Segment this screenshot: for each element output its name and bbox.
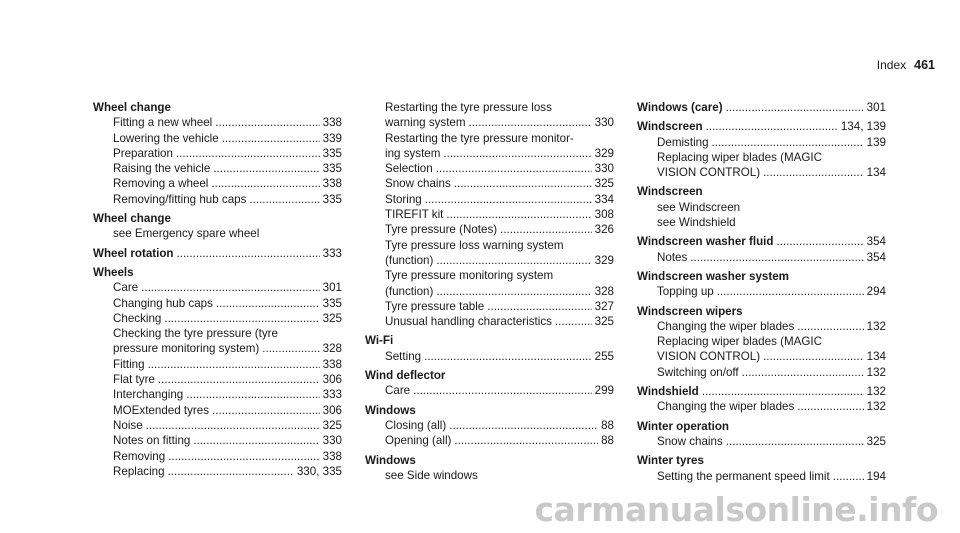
index-entry <box>365 100 614 329</box>
subentry-text: Notes <box>657 250 688 264</box>
entry-heading: Windows <box>365 403 416 417</box>
leader-dots <box>500 222 592 237</box>
subentry-text-line: Restarting the tyre pressure monitor- <box>385 131 574 145</box>
index-column-1 <box>93 100 342 483</box>
page-ref[interactable]: 333 <box>322 246 342 260</box>
leader-dots <box>712 135 864 150</box>
subentry-text: Raising the vehicle <box>113 162 211 176</box>
page-ref[interactable]: 301 <box>322 281 342 295</box>
subentry-text: Lowering the vehicle <box>113 131 219 145</box>
page-ref[interactable]: 325 <box>594 177 614 191</box>
leader-dots <box>193 433 319 448</box>
page-ref[interactable]: 132 <box>866 365 886 379</box>
subentry-row <box>365 192 614 207</box>
subentry-text: MOExtended tyres <box>113 403 210 417</box>
page-ref[interactable]: 132 <box>866 385 886 399</box>
page-ref[interactable]: 338 <box>322 357 342 371</box>
page-ref[interactable]: 327 <box>594 299 614 313</box>
leader-dots <box>176 146 320 161</box>
leader-dots <box>443 146 591 161</box>
entry-heading-row <box>93 246 342 261</box>
page-ref[interactable]: 325 <box>322 418 342 432</box>
subentry-text: Removing a wheel <box>113 177 209 191</box>
subentry-row <box>637 399 886 414</box>
page-ref[interactable]: 134, 139 <box>840 120 886 134</box>
subentry-text: Care <box>385 384 411 398</box>
subentry-row <box>365 314 614 329</box>
subentry-text: Storing <box>385 192 422 206</box>
entry-heading: Wheel change <box>93 212 171 226</box>
subentry-row <box>93 372 342 387</box>
page-ref[interactable]: 335 <box>322 146 342 160</box>
subentry-row <box>93 176 342 191</box>
subentry-text: Removing <box>113 449 166 463</box>
subentry-row <box>365 349 614 364</box>
leader-dots <box>158 372 320 387</box>
page-ref[interactable]: 338 <box>322 177 342 191</box>
leader-dots <box>690 250 863 265</box>
subentry-text: Snow chains <box>385 177 451 191</box>
entry-heading: Wheel change <box>93 101 171 114</box>
leader-dots <box>148 357 320 372</box>
page-ref[interactable]: 339 <box>322 131 342 145</box>
subentry-text-line: Tyre pressure monitoring system <box>385 269 554 283</box>
leader-dots <box>413 383 592 398</box>
subentry-row <box>93 280 342 295</box>
leader-dots <box>555 314 592 329</box>
index-entry <box>637 453 886 484</box>
leader-dots <box>249 192 319 207</box>
subentry-row <box>93 403 342 418</box>
subentry-text-line: Replacing wiper blades (MAGIC <box>657 335 822 349</box>
subentry-row <box>637 250 886 265</box>
subentry-text: Preparation <box>113 146 173 160</box>
subentry-text: Notes on fitting <box>113 434 191 448</box>
page-ref[interactable]: 328 <box>322 342 342 356</box>
index-column-3 <box>637 100 886 488</box>
entry-heading: Wheels <box>93 265 134 279</box>
subentry-text: warning system <box>385 116 466 130</box>
page-ref[interactable]: 354 <box>866 250 886 264</box>
leader-dots <box>425 192 592 207</box>
index-entry <box>365 453 614 484</box>
leader-dots <box>763 165 864 180</box>
page-ref[interactable]: 335 <box>322 192 342 206</box>
entry-heading: Wi-Fi <box>365 334 394 348</box>
entry-heading-row <box>637 234 886 249</box>
subentry-text: Fitting a new wheel <box>113 116 213 130</box>
index-entry <box>637 184 886 230</box>
entry-heading: Wheel rotation <box>93 246 174 260</box>
subentry-text: Tyre pressure table <box>385 299 485 313</box>
index-entry <box>637 269 886 300</box>
subentry-row <box>637 434 886 449</box>
index-entry <box>93 246 342 261</box>
page-ref[interactable]: 306 <box>322 403 342 417</box>
subentry-row <box>93 131 342 146</box>
page-ref[interactable]: 334 <box>594 192 614 206</box>
subentry-text: Changing hub caps <box>113 296 213 310</box>
subentry-row <box>637 284 886 299</box>
page-ref[interactable]: 329 <box>594 253 614 267</box>
index-entry <box>637 304 886 380</box>
entry-heading: Windows (care) <box>637 101 723 114</box>
index-entry <box>637 100 886 115</box>
entry-heading: Winter tyres <box>637 454 704 468</box>
page-ref[interactable]: 134 <box>866 166 886 180</box>
index-entry <box>93 211 342 242</box>
subentry-text: see Windshield <box>657 216 736 230</box>
watermark: carmanualsonline.info <box>534 490 938 529</box>
subentry-row <box>93 449 342 464</box>
subentry-text: pressure monitoring system) <box>113 342 260 356</box>
leader-dots <box>436 284 591 299</box>
page-ref[interactable]: 194 <box>866 469 886 483</box>
index-entry <box>93 265 342 479</box>
index-label: Index <box>876 58 907 72</box>
page-ref[interactable]: 354 <box>866 235 886 249</box>
subentry-row <box>93 296 342 311</box>
subentry-row <box>365 253 614 268</box>
subentry-row <box>365 207 614 222</box>
index-entry <box>93 100 342 207</box>
leader-dots <box>726 100 864 115</box>
leader-dots <box>454 176 592 191</box>
subentry-row <box>93 146 342 161</box>
subentry-text: VISION CONTROL) <box>657 166 761 180</box>
subentry-text: Interchanging <box>113 388 184 402</box>
subentry-row <box>93 418 342 433</box>
subentry-text: (function) <box>385 253 434 267</box>
subentry-row <box>93 161 342 176</box>
subentry-text: Replacing <box>113 464 165 478</box>
index-entry <box>637 419 886 450</box>
entry-heading: Windshield <box>637 385 699 399</box>
entry-heading: Windscreen wipers <box>637 304 743 318</box>
subentry-row <box>93 464 342 479</box>
subentry-row <box>365 115 614 130</box>
page-ref[interactable]: 255 <box>594 349 614 363</box>
page-ref[interactable]: 329 <box>594 146 614 160</box>
entry-heading-row <box>637 119 886 134</box>
subentry-row <box>93 311 342 326</box>
page-ref[interactable]: 330 <box>594 116 614 130</box>
subentry-text-line: Replacing wiper blades (MAGIC <box>657 150 822 164</box>
page-ref[interactable]: 325 <box>866 434 886 448</box>
subentry-row <box>365 284 614 299</box>
leader-dots <box>742 365 864 380</box>
leader-dots <box>702 384 864 399</box>
page-ref[interactable]: 325 <box>594 315 614 329</box>
leader-dots <box>436 253 591 268</box>
subentry-text: Changing the wiper blades <box>657 400 795 414</box>
subentry-text: ing system <box>385 146 441 160</box>
subentry-row <box>365 161 614 176</box>
subentry-text: Snow chains <box>657 434 723 448</box>
subentry-row <box>93 433 342 448</box>
subentry-text: see Side windows <box>385 468 478 482</box>
leader-dots <box>449 418 598 433</box>
subentry-text: Demisting <box>657 135 709 149</box>
index-entry <box>637 384 886 415</box>
page-ref[interactable]: 301 <box>866 101 886 114</box>
leader-dots <box>262 341 319 356</box>
entry-heading: Wind deflector <box>365 369 446 383</box>
subentry-text: Unusual handling characteristics <box>385 315 552 329</box>
subentry-row <box>93 115 342 130</box>
leader-dots <box>177 246 320 261</box>
leader-dots <box>436 161 592 176</box>
subentry-row <box>365 433 614 448</box>
subentry-row <box>93 387 342 402</box>
subentry-text: Changing the wiper blades <box>657 319 795 333</box>
leader-dots <box>164 311 319 326</box>
page-ref[interactable]: 335 <box>322 296 342 310</box>
leader-dots <box>446 207 591 222</box>
subentry-text: Topping up <box>657 285 714 299</box>
entry-heading: Windows <box>365 453 416 467</box>
page-ref[interactable]: 299 <box>594 384 614 398</box>
page-ref[interactable]: 328 <box>594 284 614 298</box>
page-ref[interactable]: 139 <box>866 135 886 149</box>
subentry-text: Noise <box>113 418 143 432</box>
leader-dots <box>797 399 863 414</box>
subentry-text: Switching on/off <box>657 365 739 379</box>
leader-dots <box>424 349 592 364</box>
subentry-row <box>637 135 886 150</box>
leader-dots <box>168 449 319 464</box>
page-ref[interactable]: 294 <box>866 285 886 299</box>
index-entry <box>637 119 886 180</box>
index-entry <box>365 333 614 364</box>
page-number: 461 <box>914 58 935 72</box>
leader-dots <box>216 296 320 311</box>
subentry-row <box>93 192 342 207</box>
page-ref[interactable]: 308 <box>594 208 614 222</box>
page-ref[interactable]: 335 <box>322 162 342 176</box>
subentry-text: (function) <box>385 284 434 298</box>
leader-dots <box>141 280 320 295</box>
subentry-text-line: Checking the tyre pressure (tyre <box>113 327 278 341</box>
subentry-row <box>93 357 342 372</box>
leader-dots <box>717 284 864 299</box>
subentry-text: Fitting <box>113 357 145 371</box>
entry-heading: Windscreen <box>637 120 703 134</box>
subentry-row <box>365 299 614 314</box>
leader-dots <box>833 469 864 484</box>
subentry-row <box>365 222 614 237</box>
entry-heading: Windscreen washer fluid <box>637 235 774 249</box>
page-ref[interactable]: 330, 335 <box>296 464 342 478</box>
page-ref[interactable]: 338 <box>322 116 342 130</box>
entry-heading-row <box>637 100 886 115</box>
leader-dots <box>168 464 294 479</box>
leader-dots <box>454 433 598 448</box>
leader-dots <box>211 176 319 191</box>
subentry-text: Checking <box>113 311 162 325</box>
subentry-text-line: Tyre pressure loss warning system <box>385 238 564 252</box>
leader-dots <box>213 161 319 176</box>
leader-dots <box>186 387 319 402</box>
entry-heading: Windscreen washer system <box>637 269 789 283</box>
subentry-row <box>365 176 614 191</box>
subentry-row <box>93 341 342 356</box>
leader-dots <box>726 434 864 449</box>
subentry-text: VISION CONTROL) <box>657 350 761 364</box>
leader-dots <box>146 418 320 433</box>
index-entry <box>365 368 614 399</box>
subentry-row <box>637 365 886 380</box>
page-ref[interactable]: 88 <box>601 434 614 448</box>
page-ref[interactable]: 88 <box>601 418 614 432</box>
index-column-2 <box>365 100 614 487</box>
leader-dots <box>797 319 863 334</box>
entry-heading: Winter operation <box>637 419 730 433</box>
leader-dots <box>763 349 864 364</box>
subentry-text: Opening (all) <box>385 434 452 448</box>
subentry-text: Setting <box>385 349 422 363</box>
subentry-text: see Windscreen <box>657 200 741 214</box>
subentry-text: TIREFIT kit <box>385 208 444 222</box>
subentry-text: see Emergency spare wheel <box>113 227 260 241</box>
subentry-text: Care <box>113 281 139 295</box>
subentry-text: Flat tyre <box>113 373 155 387</box>
index-entry <box>365 403 614 449</box>
subentry-text: Removing/fitting hub caps <box>113 192 247 206</box>
subentry-row <box>637 319 886 334</box>
subentry-text-line: Restarting the tyre pressure loss <box>385 101 552 114</box>
leader-dots <box>469 115 592 130</box>
page-header <box>877 58 935 72</box>
page-ref[interactable]: 132 <box>866 319 886 333</box>
page-ref[interactable]: 330 <box>594 162 614 176</box>
subentry-row <box>637 469 886 484</box>
page-ref[interactable]: 325 <box>322 311 342 325</box>
subentry-row <box>637 165 886 180</box>
page-ref[interactable]: 134 <box>866 350 886 364</box>
subentry-text: Setting the permanent speed limit <box>657 469 830 483</box>
page-ref[interactable]: 333 <box>322 388 342 402</box>
leader-dots <box>215 115 319 130</box>
page-ref[interactable]: 132 <box>866 400 886 414</box>
page-ref[interactable]: 306 <box>322 373 342 387</box>
entry-heading: Windscreen <box>637 185 703 199</box>
leader-dots <box>776 234 863 249</box>
page-ref[interactable]: 330 <box>322 434 342 448</box>
page-ref[interactable]: 326 <box>594 223 614 237</box>
index-entry <box>637 234 886 265</box>
leader-dots <box>706 119 838 134</box>
subentry-row <box>637 349 886 364</box>
subentry-text: Tyre pressure (Notes) <box>385 223 498 237</box>
page-ref[interactable]: 338 <box>322 449 342 463</box>
subentry-row <box>365 383 614 398</box>
subentry-row <box>365 418 614 433</box>
leader-dots <box>222 131 320 146</box>
subentry-row <box>365 146 614 161</box>
subentry-text: Closing (all) <box>385 418 447 432</box>
leader-dots <box>487 299 591 314</box>
leader-dots <box>212 403 320 418</box>
subentry-text: Selection <box>385 162 433 176</box>
entry-heading-row <box>637 384 886 399</box>
